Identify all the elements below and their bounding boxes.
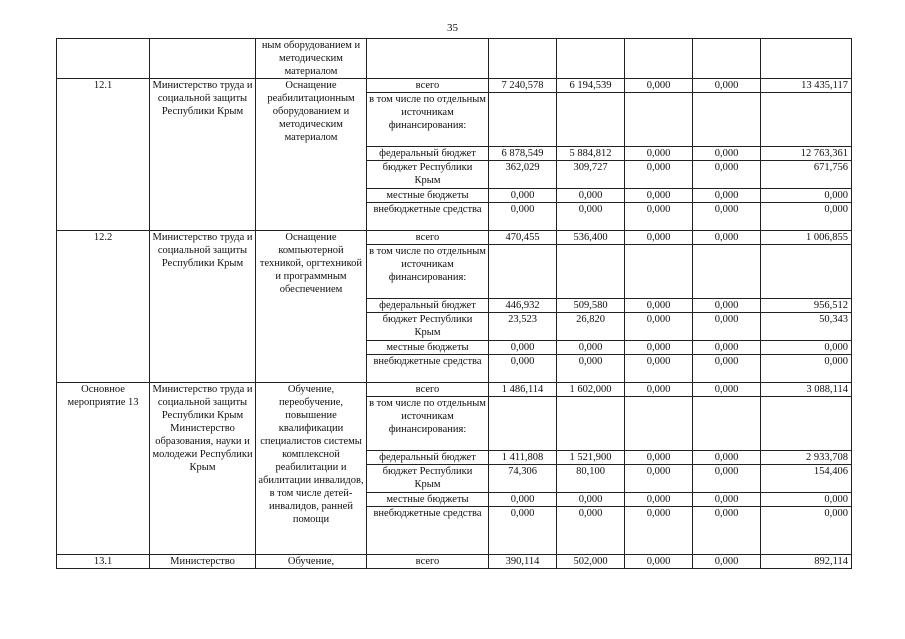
value-cell: 0,000 [625, 493, 693, 507]
value-cell: 154,406 [761, 465, 852, 493]
source-offbudget: внебюджетные средства [367, 355, 489, 383]
value-cell: 0,000 [625, 79, 693, 93]
source-federal: федеральный бюджет [367, 451, 489, 465]
source-incl: в том числе по отдельным источникам финансирования: [367, 93, 489, 147]
value-cell: 0,000 [557, 189, 625, 203]
continuation-executor-cell [150, 39, 256, 79]
value-cell: 0,000 [693, 147, 761, 161]
event-cell: Обучение, [256, 555, 367, 569]
value-cell: 0,000 [557, 203, 625, 231]
value-cell: 5 884,812 [557, 147, 625, 161]
source-local: местные бюджеты [367, 493, 489, 507]
value-cell: 0,000 [693, 313, 761, 341]
value-cell: 0,000 [625, 451, 693, 465]
value-cell: 0,000 [489, 341, 557, 355]
value-cell: 0,000 [625, 555, 693, 569]
continuation-event: ным оборудованием и методическим материалом [256, 39, 367, 79]
value-cell: 0,000 [625, 299, 693, 313]
value-cell: 1 521,900 [557, 451, 625, 465]
value-cell: 0,000 [625, 231, 693, 245]
value-cell: 0,000 [625, 313, 693, 341]
source-incl: в том числе по отдельным источникам финансирования: [367, 397, 489, 451]
value-cell: 0,000 [761, 189, 852, 203]
value-cell: 0,000 [693, 383, 761, 397]
value-cell: 509,580 [557, 299, 625, 313]
value-cell: 0,000 [761, 355, 852, 383]
value-cell: 0,000 [693, 203, 761, 231]
value-cell: 1 411,808 [489, 451, 557, 465]
value-cell: 0,000 [625, 147, 693, 161]
value-cell: 0,000 [693, 451, 761, 465]
value-cell: 0,000 [693, 341, 761, 355]
value-cell: 0,000 [761, 203, 852, 231]
value-cell: 0,000 [557, 355, 625, 383]
value-cell: 23,523 [489, 313, 557, 341]
event-cell: Обучение, переобучение, повышение квалификации специалистов системы комплексной реабилитации и абилитации инвалидов, в том числе детей-инвалидов, ранней помощи [256, 383, 367, 555]
value-cell: 0,000 [625, 507, 693, 555]
value-cell: 0,000 [557, 493, 625, 507]
value-cell: 13 435,117 [761, 79, 852, 93]
value-cell: 892,114 [761, 555, 852, 569]
value-cell: 671,756 [761, 161, 852, 189]
source-total: всего [367, 383, 489, 397]
value-cell: 536,400 [557, 231, 625, 245]
continuation-num-cell [57, 39, 150, 79]
value-cell: 0,000 [625, 355, 693, 383]
value-cell: 1 602,000 [557, 383, 625, 397]
source-regional: бюджет Республики Крым [367, 161, 489, 189]
table-row [57, 79, 852, 93]
value-cell: 956,512 [761, 299, 852, 313]
value-cell: 0,000 [625, 189, 693, 203]
value-cell: 0,000 [489, 493, 557, 507]
value-cell: 0,000 [489, 507, 557, 555]
executor-cell: Министерство труда и социальной защиты Республики Крым [150, 231, 256, 383]
value-cell: 2 933,708 [761, 451, 852, 465]
value-cell: 0,000 [625, 383, 693, 397]
value-cell: 6 194,539 [557, 79, 625, 93]
value-cell: 0,000 [761, 493, 852, 507]
value-cell: 0,000 [693, 507, 761, 555]
source-offbudget: внебюджетные средства [367, 203, 489, 231]
value-cell: 0,000 [489, 189, 557, 203]
value-cell: 0,000 [625, 341, 693, 355]
value-cell: 0,000 [489, 203, 557, 231]
page-number: 35 [447, 22, 458, 34]
source-offbudget: внебюджетные средства [367, 507, 489, 555]
table-row [57, 383, 852, 397]
value-cell: 74,306 [489, 465, 557, 493]
value-cell: 6 878,549 [489, 147, 557, 161]
value-cell: 3 088,114 [761, 383, 852, 397]
value-cell: 0,000 [625, 465, 693, 493]
value-cell: 12 763,361 [761, 147, 852, 161]
value-cell: 0,000 [693, 161, 761, 189]
source-incl: в том числе по отдельным источникам финансирования: [367, 245, 489, 299]
source-total: всего [367, 79, 489, 93]
row-number: 12.2 [57, 231, 150, 383]
value-cell: 0,000 [625, 203, 693, 231]
value-cell: 470,455 [489, 231, 557, 245]
source-local: местные бюджеты [367, 189, 489, 203]
value-cell: 0,000 [693, 299, 761, 313]
continuation-row [57, 39, 852, 79]
funding-table [56, 38, 852, 569]
value-cell: 0,000 [693, 189, 761, 203]
value-cell: 0,000 [693, 555, 761, 569]
value-cell: 446,932 [489, 299, 557, 313]
value-cell: 0,000 [693, 465, 761, 493]
value-cell: 362,029 [489, 161, 557, 189]
value-cell: 0,000 [557, 341, 625, 355]
source-regional: бюджет Республики Крым [367, 313, 489, 341]
event-cell: Оснащение реабилитационным оборудованием и методическим материалом [256, 79, 367, 231]
table-row [57, 231, 852, 245]
source-local: местные бюджеты [367, 341, 489, 355]
value-cell: 0,000 [693, 493, 761, 507]
value-cell: 7 240,578 [489, 79, 557, 93]
value-cell: 26,820 [557, 313, 625, 341]
source-federal: федеральный бюджет [367, 299, 489, 313]
value-cell: 390,114 [489, 555, 557, 569]
value-cell: 0,000 [489, 355, 557, 383]
value-cell: 502,000 [557, 555, 625, 569]
source-total: всего [367, 231, 489, 245]
table-row [57, 555, 852, 569]
value-cell: 309,727 [557, 161, 625, 189]
source-federal: федеральный бюджет [367, 147, 489, 161]
executor-cell: Министерство труда и социальной защиты Республики Крым Министерство образования, науки и молодежи Республики Крым [150, 383, 256, 555]
executor-cell: Министерство труда и социальной защиты Республики Крым [150, 79, 256, 231]
value-cell: 1 486,114 [489, 383, 557, 397]
value-cell: 80,100 [557, 465, 625, 493]
row-number: 13.1 [57, 555, 150, 569]
value-cell: 0,000 [693, 355, 761, 383]
source-regional: бюджет Республики Крым [367, 465, 489, 493]
value-cell: 0,000 [557, 507, 625, 555]
row-number: Основное мероприятие 13 [57, 383, 150, 555]
value-cell: 0,000 [693, 79, 761, 93]
row-number: 12.1 [57, 79, 150, 231]
value-cell: 50,343 [761, 313, 852, 341]
value-cell: 0,000 [761, 507, 852, 555]
value-cell: 1 006,855 [761, 231, 852, 245]
value-cell: 0,000 [761, 341, 852, 355]
value-cell: 0,000 [625, 161, 693, 189]
executor-cell: Министерство [150, 555, 256, 569]
source-total: всего [367, 555, 489, 569]
value-cell: 0,000 [693, 231, 761, 245]
event-cell: Оснащение компьютерной техникой, оргтехникой и программным обеспечением [256, 231, 367, 383]
